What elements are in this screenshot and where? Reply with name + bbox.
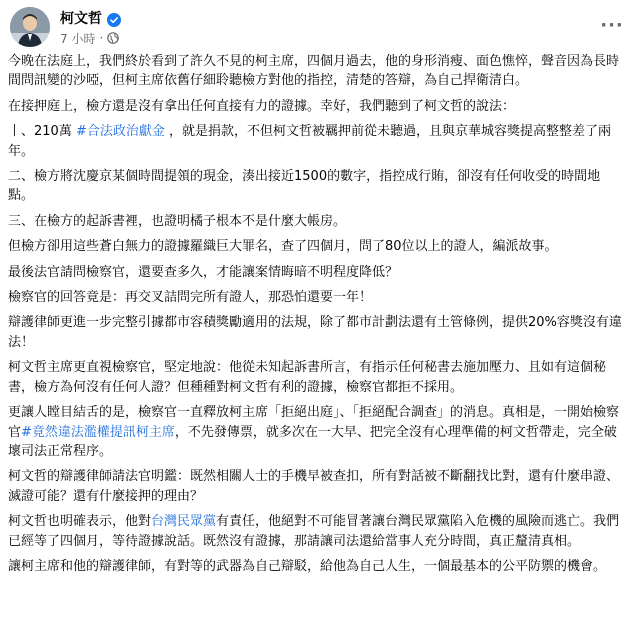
post-header xyxy=(0,0,637,52)
hashtag-link[interactable]: #竟然違法濫權提訊柯主席 xyxy=(21,424,175,440)
timestamp[interactable]: 7 小時 xyxy=(60,31,96,46)
hashtag-link[interactable]: #合法政治獻金 xyxy=(75,124,165,140)
post-paragraph xyxy=(8,237,625,256)
hashtag-link[interactable]: 台灣民眾黨 xyxy=(151,514,217,530)
post-paragraph xyxy=(8,313,625,352)
globe-icon[interactable] xyxy=(107,32,119,44)
paragraph-text: 二、檢方將沈慶京某個時間提領的現金，湊出接近1500的數字，指控成行賄，卻沒有任何收受的時間地點。 xyxy=(8,169,601,204)
avatar[interactable] xyxy=(10,7,50,47)
paragraph-text: 柯文哲主席更直視檢察官，堅定地說：他從未知起訴書所言，有指示任何秘書去施加壓力、且如有這個秘書，檢方為何沒有任何人證？但種種對柯文哲有利的證據，檢察官都拒不採用。 xyxy=(8,360,607,395)
paragraph-text: 檢察官的回答竟是：再交叉詰問完所有證人，那恐怕還要一年！ xyxy=(8,290,373,306)
paragraph-text: 最後法官請問檢察官，還要查多久，才能讓案情晦暗不明程度降低？ xyxy=(8,264,399,280)
more-options-button[interactable] xyxy=(595,8,629,42)
more-options-icon: ··· xyxy=(600,14,624,36)
post-meta xyxy=(60,30,119,46)
author-line xyxy=(60,9,121,29)
post-paragraph xyxy=(8,512,625,551)
paragraph-text: ，不先發傳票，就多次在一大早、把完全沒有心理準備的柯文哲帶走，完全破壞司法正常程序。 xyxy=(8,424,617,459)
paragraph-text: ，就是捐款，不但柯文哲被羈押前從未聽過，且與京華城容獎提高整整差了兩年。 xyxy=(8,124,611,159)
profile-photo-icon xyxy=(10,7,50,47)
paragraph-text: 今晚在法庭上，我們終於看到了許久不見的柯主席，四個月過去，他的身形消瘦、面色憔悴，聲音因為長時間問訊變的沙啞，但柯主席依舊仔細聆聽檢方對他的指控，清楚的答辯，為自己捍衛清白。 xyxy=(8,54,620,89)
paragraph-text: 辯護律師更進一步完整引據都市容積獎勵適用的法規，除了都市計劃法還有土管條例，提供20%容獎沒有違法！ xyxy=(8,315,622,350)
paragraph-text: 更讓人瞠目結舌的是，檢察官一直釋放柯主席「拒絕出庭」、「拒絕配合調查」的消息。真相是，一開始檢察官 xyxy=(8,405,620,440)
post-paragraph xyxy=(8,212,625,231)
post-body xyxy=(8,52,625,576)
paragraph-text: 柯文哲也明確表示，他對 xyxy=(8,514,152,530)
paragraph-text: 但檢方卻用這些蒼白無力的證據羅織巨大罪名，查了四個月，問了80位以上的證人，編派故事。 xyxy=(8,239,558,255)
meta-separator: · xyxy=(99,31,104,45)
paragraph-text: 丨、210萬 xyxy=(8,124,76,140)
post-paragraph xyxy=(8,557,625,576)
post-paragraph xyxy=(8,97,625,116)
paragraph-text: 有責任，他絕對不可能冒著讓台灣民眾黨陷入危機的風險而逃亡。我們已經等了四個月，等待證據說話。既然沒有證據，那請讓司法還給當事人充分時間，真正釐清真相。 xyxy=(8,514,620,549)
post-paragraph xyxy=(8,263,625,282)
post-paragraph xyxy=(8,122,625,161)
verified-badge-icon xyxy=(107,12,121,26)
post-paragraph xyxy=(8,358,625,397)
paragraph-text: 三、在檢方的起訴書裡，也證明橘子根本不是什麼大帳房。 xyxy=(8,213,347,229)
author-name[interactable]: 柯文哲 xyxy=(60,11,102,27)
post-paragraph xyxy=(8,467,625,506)
post-paragraph xyxy=(8,403,625,461)
paragraph-text: 讓柯主席和他的辯護律師，有對等的武器為自己辯駁，給他為自己人生，一個最基本的公平防禦的機會。 xyxy=(8,558,607,574)
post-paragraph xyxy=(8,288,625,307)
post-paragraph xyxy=(8,52,625,91)
paragraph-text: 在接押庭上，檢方還是沒有拿出任何直接有力的證據。幸好，我們聽到了柯文哲的說法： xyxy=(8,98,516,114)
paragraph-text: 柯文哲的辯護律師請法官明鑑：既然相關人士的手機早被查扣，所有對話被不斷翻找比對，還有什麼串證、滅證可能？還有什麼接押的理由？ xyxy=(8,469,620,504)
post-paragraph xyxy=(8,167,625,206)
